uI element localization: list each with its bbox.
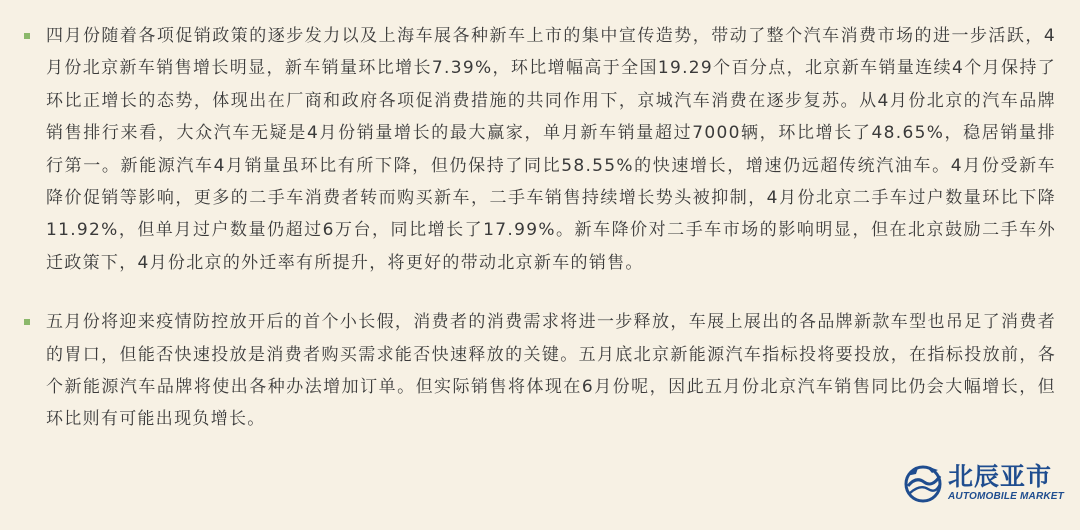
logo-name-cn: 北辰亚市 [948, 462, 1053, 491]
brand-logo [902, 462, 1064, 504]
article-body [24, 20, 1064, 436]
bullet-marker [24, 33, 30, 39]
list-item [24, 20, 1064, 279]
paragraph-april-market: 四月份随着各项促销政策的逐步发力以及上海车展各种新车上市的集中宣传造势，带动了整个汽车消费市场的进一步活跃，4月份北京新车销售增长明显，新车销量环比增长7.39%，环比增幅高于全国19.29个百分点，北京新车销量连续4个月保持了环比正增长的态势，体现出在厂商和政府各项促消费措施的共同作用下，京城汽车消费在逐步复苏。从4月份北京的汽车品牌销售排行来看，大众汽车无疑是4月份销量增长的最大赢家，单月新车销量超过7000辆，环比增长了48.65%，稳居销量排行第一。新能源汽车4月销量虽环比有所下降，但仍保持了同比58.55%的快速增长，增速仍远超传统汽油车。4月份受新车降价促销等影响，更多的二手车消费者转而购买新车，二手车销售持续增长势头被抑制，4月份北京二手车过户数量环比下降11.92%，但单月过户数量仍超过6万台，同比增长了17.99%。新车降价对二手车市场的影响明显，但在北京鼓励二手车外迁政策下，4月份北京的外迁率有所提升，将更好的带动北京新车的销售。 [46, 26, 1056, 273]
logo-name-en: AUTOMOBILE MARKET [948, 491, 1064, 502]
globe-logo-icon [902, 462, 944, 504]
paragraph-may-outlook: 五月份将迎来疫情防控放开后的首个小长假，消费者的消费需求将进一步释放，车展上展出的各品牌新款车型也吊足了消费者的胃口，但能否快速投放是消费者购买需求能否快速释放的关键。五月底北京新能源汽车指标投将要投放，在指标投放前，各个新能源汽车品牌将使出各种办法增加订单。但实际销售将体现在6月份呢，因此五月份北京汽车销售同比仍会大幅增长，但环比则有可能出现负增长。 [46, 312, 1056, 430]
bullet-marker [24, 319, 30, 325]
list-item [24, 306, 1064, 436]
